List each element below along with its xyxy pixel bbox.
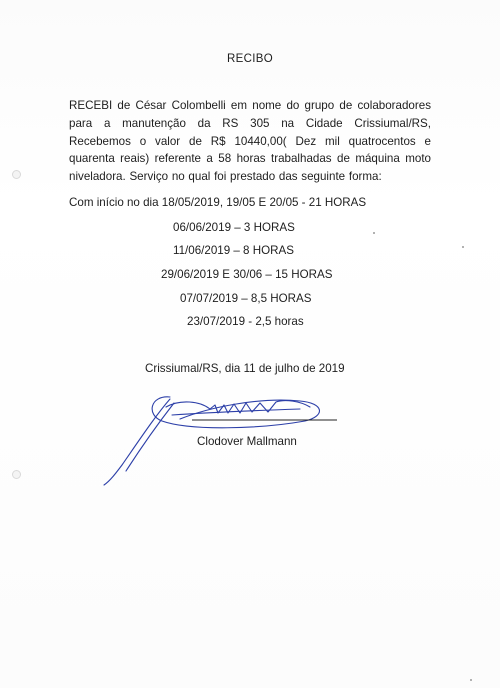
entry-line: 11/06/2019 – 8 HORAS (173, 244, 294, 257)
binder-hole (12, 470, 21, 479)
paper-speck (462, 246, 464, 248)
start-line: Com início no dia 18/05/2019, 19/05 E 20/05 - 21 HORAS (69, 196, 367, 209)
receipt-title: RECIBO (227, 53, 273, 65)
entry-line: 07/07/2019 – 8,5 HORAS (180, 292, 312, 305)
signer-name: Clodover Mallmann (197, 435, 297, 448)
entry-line: 29/06/2019 E 30/06 – 15 HORAS (161, 268, 333, 281)
paper-speck (373, 232, 375, 234)
receipt-body: RECEBI de César Colombelli em nome do grupo de colaboradores para a manutenção da RS 305 na Cidade Crissiumal/RS, Recebemos o valor de R$ 10440,00( Dez mil quatrocentos e quarenta reais) referente a 58 horas trabalhadas de máquina moto niveladora. Serviço no qual foi prestado das seguinte forma: (69, 99, 431, 184)
entry-line: 23/07/2019 - 2,5 horas (187, 315, 304, 328)
binder-hole (12, 170, 21, 179)
paper-speck (470, 679, 472, 681)
place-date: Crissiumal/RS, dia 11 de julho de 2019 (145, 362, 345, 375)
entry-line: 06/06/2019 – 3 HORAS (173, 221, 295, 234)
